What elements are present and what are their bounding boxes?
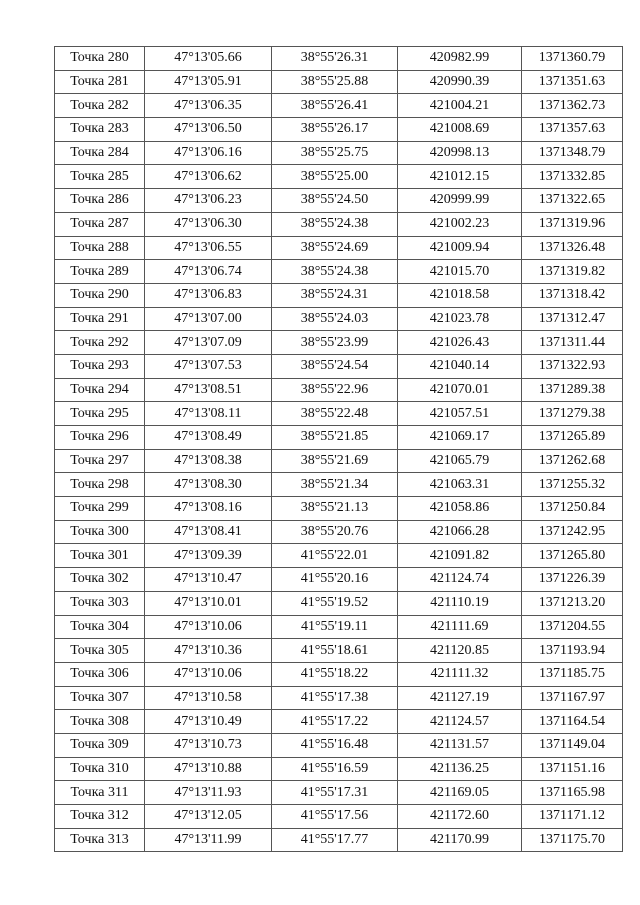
x-coordinate-cell: 421169.05 xyxy=(398,781,522,805)
point-name-cell: Точка 285 xyxy=(55,165,145,189)
point-name-cell: Точка 302 xyxy=(55,568,145,592)
y-coordinate-cell: 1371185.75 xyxy=(522,662,623,686)
point-name-cell: Точка 286 xyxy=(55,189,145,213)
y-coordinate-cell: 1371319.82 xyxy=(522,260,623,284)
x-coordinate-cell: 421040.14 xyxy=(398,354,522,378)
latitude-cell: 47°13'06.83 xyxy=(145,283,272,307)
longitude-cell: 41°55'16.48 xyxy=(272,733,398,757)
longitude-cell: 38°55'22.48 xyxy=(272,402,398,426)
y-coordinate-cell: 1371149.04 xyxy=(522,733,623,757)
y-coordinate-cell: 1371322.65 xyxy=(522,189,623,213)
y-coordinate-cell: 1371265.89 xyxy=(522,426,623,450)
table-row xyxy=(55,426,623,450)
x-coordinate-cell: 421026.43 xyxy=(398,331,522,355)
latitude-cell: 47°13'08.11 xyxy=(145,402,272,426)
table-row xyxy=(55,378,623,402)
x-coordinate-cell: 420999.99 xyxy=(398,189,522,213)
longitude-cell: 41°55'16.59 xyxy=(272,757,398,781)
point-name-cell: Точка 300 xyxy=(55,520,145,544)
table-row xyxy=(55,70,623,94)
table-row xyxy=(55,639,623,663)
x-coordinate-cell: 421058.86 xyxy=(398,497,522,521)
point-name-cell: Точка 313 xyxy=(55,828,145,852)
table-row xyxy=(55,757,623,781)
y-coordinate-cell: 1371250.84 xyxy=(522,497,623,521)
y-coordinate-cell: 1371360.79 xyxy=(522,47,623,71)
table-row xyxy=(55,402,623,426)
x-coordinate-cell: 421120.85 xyxy=(398,639,522,663)
point-name-cell: Точка 283 xyxy=(55,118,145,142)
longitude-cell: 38°55'22.96 xyxy=(272,378,398,402)
point-name-cell: Точка 301 xyxy=(55,544,145,568)
x-coordinate-cell: 421008.69 xyxy=(398,118,522,142)
y-coordinate-cell: 1371265.80 xyxy=(522,544,623,568)
coordinates-table xyxy=(54,46,623,852)
point-name-cell: Точка 297 xyxy=(55,449,145,473)
longitude-cell: 38°55'26.31 xyxy=(272,47,398,71)
x-coordinate-cell: 421170.99 xyxy=(398,828,522,852)
latitude-cell: 47°13'06.16 xyxy=(145,141,272,165)
point-name-cell: Точка 284 xyxy=(55,141,145,165)
table-row xyxy=(55,94,623,118)
latitude-cell: 47°13'08.51 xyxy=(145,378,272,402)
y-coordinate-cell: 1371312.47 xyxy=(522,307,623,331)
x-coordinate-cell: 421057.51 xyxy=(398,402,522,426)
table-row xyxy=(55,805,623,829)
point-name-cell: Точка 304 xyxy=(55,615,145,639)
x-coordinate-cell: 421136.25 xyxy=(398,757,522,781)
point-name-cell: Точка 281 xyxy=(55,70,145,94)
table-row xyxy=(55,520,623,544)
table-row xyxy=(55,662,623,686)
point-name-cell: Точка 305 xyxy=(55,639,145,663)
point-name-cell: Точка 290 xyxy=(55,283,145,307)
table-row xyxy=(55,118,623,142)
latitude-cell: 47°13'06.23 xyxy=(145,189,272,213)
y-coordinate-cell: 1371362.73 xyxy=(522,94,623,118)
x-coordinate-cell: 421124.57 xyxy=(398,710,522,734)
table-row xyxy=(55,283,623,307)
longitude-cell: 41°55'17.77 xyxy=(272,828,398,852)
longitude-cell: 41°55'18.61 xyxy=(272,639,398,663)
latitude-cell: 47°13'11.99 xyxy=(145,828,272,852)
point-name-cell: Точка 306 xyxy=(55,662,145,686)
table-row xyxy=(55,781,623,805)
y-coordinate-cell: 1371348.79 xyxy=(522,141,623,165)
point-name-cell: Точка 307 xyxy=(55,686,145,710)
longitude-cell: 41°55'19.11 xyxy=(272,615,398,639)
point-name-cell: Точка 292 xyxy=(55,331,145,355)
latitude-cell: 47°13'05.66 xyxy=(145,47,272,71)
longitude-cell: 38°55'25.88 xyxy=(272,70,398,94)
x-coordinate-cell: 421009.94 xyxy=(398,236,522,260)
point-name-cell: Точка 303 xyxy=(55,591,145,615)
longitude-cell: 38°55'25.75 xyxy=(272,141,398,165)
x-coordinate-cell: 420998.13 xyxy=(398,141,522,165)
table-row xyxy=(55,449,623,473)
point-name-cell: Точка 288 xyxy=(55,236,145,260)
table-row xyxy=(55,212,623,236)
y-coordinate-cell: 1371175.70 xyxy=(522,828,623,852)
x-coordinate-cell: 420982.99 xyxy=(398,47,522,71)
table-row xyxy=(55,473,623,497)
x-coordinate-cell: 421110.19 xyxy=(398,591,522,615)
latitude-cell: 47°13'06.62 xyxy=(145,165,272,189)
longitude-cell: 38°55'21.13 xyxy=(272,497,398,521)
table-row xyxy=(55,165,623,189)
longitude-cell: 41°55'18.22 xyxy=(272,662,398,686)
longitude-cell: 38°55'25.00 xyxy=(272,165,398,189)
x-coordinate-cell: 421070.01 xyxy=(398,378,522,402)
point-name-cell: Точка 294 xyxy=(55,378,145,402)
x-coordinate-cell: 421004.21 xyxy=(398,94,522,118)
coordinates-table-body xyxy=(55,47,623,852)
table-row xyxy=(55,686,623,710)
longitude-cell: 38°55'24.03 xyxy=(272,307,398,331)
table-row xyxy=(55,591,623,615)
x-coordinate-cell: 421127.19 xyxy=(398,686,522,710)
latitude-cell: 47°13'10.73 xyxy=(145,733,272,757)
y-coordinate-cell: 1371318.42 xyxy=(522,283,623,307)
table-row xyxy=(55,189,623,213)
longitude-cell: 38°55'24.50 xyxy=(272,189,398,213)
table-row xyxy=(55,828,623,852)
x-coordinate-cell: 421111.69 xyxy=(398,615,522,639)
x-coordinate-cell: 420990.39 xyxy=(398,70,522,94)
y-coordinate-cell: 1371319.96 xyxy=(522,212,623,236)
y-coordinate-cell: 1371193.94 xyxy=(522,639,623,663)
longitude-cell: 41°55'17.22 xyxy=(272,710,398,734)
x-coordinate-cell: 421091.82 xyxy=(398,544,522,568)
x-coordinate-cell: 421002.23 xyxy=(398,212,522,236)
table-row xyxy=(55,497,623,521)
point-name-cell: Точка 291 xyxy=(55,307,145,331)
y-coordinate-cell: 1371279.38 xyxy=(522,402,623,426)
point-name-cell: Точка 287 xyxy=(55,212,145,236)
latitude-cell: 47°13'06.74 xyxy=(145,260,272,284)
point-name-cell: Точка 280 xyxy=(55,47,145,71)
latitude-cell: 47°13'10.58 xyxy=(145,686,272,710)
y-coordinate-cell: 1371322.93 xyxy=(522,354,623,378)
table-row xyxy=(55,47,623,71)
table-row xyxy=(55,141,623,165)
table-row xyxy=(55,331,623,355)
latitude-cell: 47°13'07.09 xyxy=(145,331,272,355)
table-row xyxy=(55,236,623,260)
latitude-cell: 47°13'08.38 xyxy=(145,449,272,473)
latitude-cell: 47°13'09.39 xyxy=(145,544,272,568)
table-row xyxy=(55,733,623,757)
latitude-cell: 47°13'05.91 xyxy=(145,70,272,94)
point-name-cell: Точка 289 xyxy=(55,260,145,284)
y-coordinate-cell: 1371262.68 xyxy=(522,449,623,473)
latitude-cell: 47°13'10.88 xyxy=(145,757,272,781)
y-coordinate-cell: 1371213.20 xyxy=(522,591,623,615)
latitude-cell: 47°13'08.30 xyxy=(145,473,272,497)
point-name-cell: Точка 308 xyxy=(55,710,145,734)
y-coordinate-cell: 1371289.38 xyxy=(522,378,623,402)
longitude-cell: 38°55'21.85 xyxy=(272,426,398,450)
latitude-cell: 47°13'06.50 xyxy=(145,118,272,142)
y-coordinate-cell: 1371171.12 xyxy=(522,805,623,829)
x-coordinate-cell: 421172.60 xyxy=(398,805,522,829)
latitude-cell: 47°13'11.93 xyxy=(145,781,272,805)
point-name-cell: Точка 298 xyxy=(55,473,145,497)
latitude-cell: 47°13'10.47 xyxy=(145,568,272,592)
x-coordinate-cell: 421066.28 xyxy=(398,520,522,544)
point-name-cell: Точка 312 xyxy=(55,805,145,829)
x-coordinate-cell: 421124.74 xyxy=(398,568,522,592)
x-coordinate-cell: 421063.31 xyxy=(398,473,522,497)
y-coordinate-cell: 1371357.63 xyxy=(522,118,623,142)
x-coordinate-cell: 421131.57 xyxy=(398,733,522,757)
latitude-cell: 47°13'10.49 xyxy=(145,710,272,734)
x-coordinate-cell: 421012.15 xyxy=(398,165,522,189)
latitude-cell: 47°13'07.53 xyxy=(145,354,272,378)
x-coordinate-cell: 421015.70 xyxy=(398,260,522,284)
longitude-cell: 38°55'23.99 xyxy=(272,331,398,355)
point-name-cell: Точка 296 xyxy=(55,426,145,450)
y-coordinate-cell: 1371255.32 xyxy=(522,473,623,497)
latitude-cell: 47°13'10.36 xyxy=(145,639,272,663)
latitude-cell: 47°13'12.05 xyxy=(145,805,272,829)
latitude-cell: 47°13'08.49 xyxy=(145,426,272,450)
point-name-cell: Точка 282 xyxy=(55,94,145,118)
longitude-cell: 38°55'24.69 xyxy=(272,236,398,260)
latitude-cell: 47°13'06.55 xyxy=(145,236,272,260)
table-row xyxy=(55,544,623,568)
longitude-cell: 38°55'21.34 xyxy=(272,473,398,497)
longitude-cell: 38°55'24.54 xyxy=(272,354,398,378)
y-coordinate-cell: 1371151.16 xyxy=(522,757,623,781)
point-name-cell: Точка 310 xyxy=(55,757,145,781)
longitude-cell: 38°55'21.69 xyxy=(272,449,398,473)
point-name-cell: Точка 299 xyxy=(55,497,145,521)
table-row xyxy=(55,710,623,734)
longitude-cell: 38°55'24.38 xyxy=(272,212,398,236)
point-name-cell: Точка 311 xyxy=(55,781,145,805)
longitude-cell: 38°55'26.41 xyxy=(272,94,398,118)
x-coordinate-cell: 421065.79 xyxy=(398,449,522,473)
latitude-cell: 47°13'08.16 xyxy=(145,497,272,521)
y-coordinate-cell: 1371351.63 xyxy=(522,70,623,94)
table-row xyxy=(55,568,623,592)
y-coordinate-cell: 1371326.48 xyxy=(522,236,623,260)
table-row xyxy=(55,615,623,639)
longitude-cell: 41°55'17.38 xyxy=(272,686,398,710)
latitude-cell: 47°13'07.00 xyxy=(145,307,272,331)
y-coordinate-cell: 1371165.98 xyxy=(522,781,623,805)
longitude-cell: 41°55'17.31 xyxy=(272,781,398,805)
point-name-cell: Точка 309 xyxy=(55,733,145,757)
y-coordinate-cell: 1371242.95 xyxy=(522,520,623,544)
y-coordinate-cell: 1371226.39 xyxy=(522,568,623,592)
longitude-cell: 38°55'24.31 xyxy=(272,283,398,307)
y-coordinate-cell: 1371311.44 xyxy=(522,331,623,355)
longitude-cell: 41°55'19.52 xyxy=(272,591,398,615)
x-coordinate-cell: 421069.17 xyxy=(398,426,522,450)
table-row xyxy=(55,354,623,378)
longitude-cell: 41°55'20.16 xyxy=(272,568,398,592)
y-coordinate-cell: 1371164.54 xyxy=(522,710,623,734)
y-coordinate-cell: 1371332.85 xyxy=(522,165,623,189)
table-row xyxy=(55,260,623,284)
x-coordinate-cell: 421018.58 xyxy=(398,283,522,307)
latitude-cell: 47°13'10.06 xyxy=(145,615,272,639)
latitude-cell: 47°13'08.41 xyxy=(145,520,272,544)
longitude-cell: 38°55'26.17 xyxy=(272,118,398,142)
longitude-cell: 41°55'22.01 xyxy=(272,544,398,568)
latitude-cell: 47°13'06.35 xyxy=(145,94,272,118)
x-coordinate-cell: 421023.78 xyxy=(398,307,522,331)
y-coordinate-cell: 1371167.97 xyxy=(522,686,623,710)
latitude-cell: 47°13'10.06 xyxy=(145,662,272,686)
longitude-cell: 41°55'17.56 xyxy=(272,805,398,829)
point-name-cell: Точка 295 xyxy=(55,402,145,426)
latitude-cell: 47°13'06.30 xyxy=(145,212,272,236)
x-coordinate-cell: 421111.32 xyxy=(398,662,522,686)
longitude-cell: 38°55'24.38 xyxy=(272,260,398,284)
point-name-cell: Точка 293 xyxy=(55,354,145,378)
table-row xyxy=(55,307,623,331)
latitude-cell: 47°13'10.01 xyxy=(145,591,272,615)
longitude-cell: 38°55'20.76 xyxy=(272,520,398,544)
y-coordinate-cell: 1371204.55 xyxy=(522,615,623,639)
